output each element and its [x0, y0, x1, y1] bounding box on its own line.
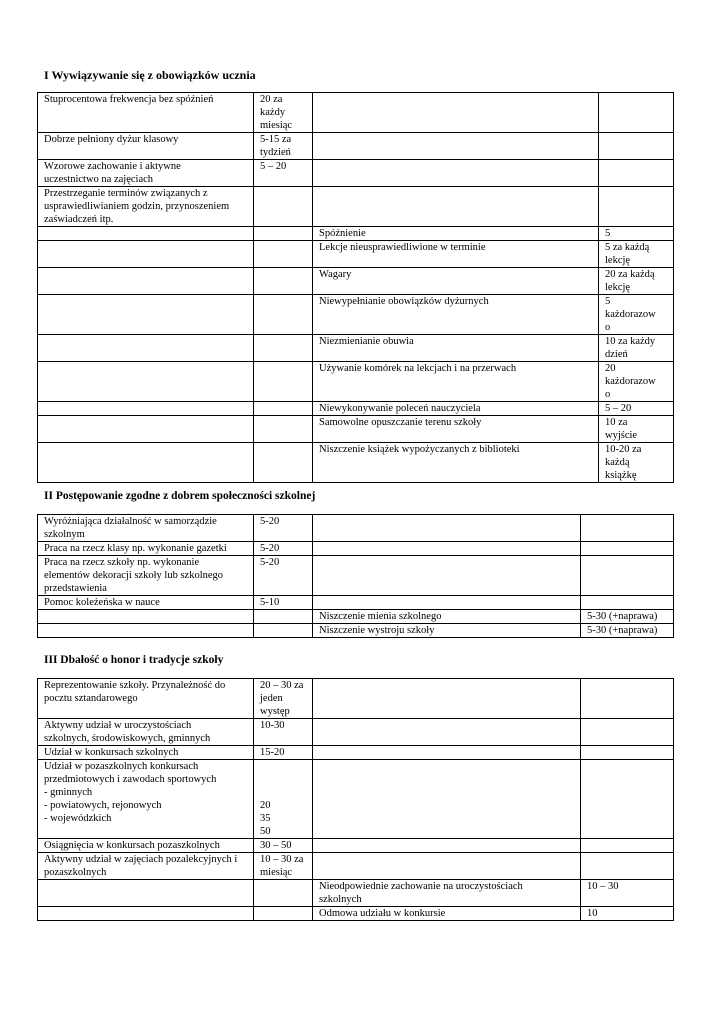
points-cell: 20 za każdy miesiąc	[254, 93, 313, 133]
behavior-cell: Udział w pozaszkolnych konkursach przedmiotowych i zawodach sportowych - gminnych - powiatowych, rejonowych - wojewódzkich	[38, 760, 254, 839]
points-cell	[254, 624, 313, 638]
points-cell: 5-20	[254, 556, 313, 596]
penalty-cell: 5 za każdą lekcję	[599, 241, 674, 268]
behavior-cell: Udział w konkursach szkolnych	[38, 746, 254, 760]
behavior-cell	[38, 241, 254, 268]
penalty-cell: 10 za każdy dzień	[599, 335, 674, 362]
violation-cell: Lekcje nieusprawiedliwione w terminie	[313, 241, 599, 268]
points-cell: 20 35 50	[254, 760, 313, 839]
table-row	[38, 335, 674, 362]
section-1-title: I Wywiązywanie się z obowiązków ucznia	[44, 68, 256, 82]
behavior-cell	[38, 362, 254, 402]
table-row	[38, 187, 674, 227]
penalty-cell	[599, 160, 674, 187]
penalty-cell: 5-30 (+naprawa)	[581, 610, 674, 624]
behavior-cell: Wyróżniająca działalność w samorządzie szkolnym	[38, 515, 254, 542]
points-cell	[254, 610, 313, 624]
points-cell: 15-20	[254, 746, 313, 760]
table-row	[38, 760, 674, 839]
violation-cell: Niszczenie mienia szkolnego	[313, 610, 581, 624]
violation-cell	[313, 596, 581, 610]
table-row	[38, 295, 674, 335]
penalty-cell	[581, 719, 674, 746]
penalty-cell: 5-30 (+naprawa)	[581, 624, 674, 638]
points-cell	[254, 907, 313, 921]
points-cell: 10-30	[254, 719, 313, 746]
violation-cell	[313, 93, 599, 133]
penalty-cell	[581, 746, 674, 760]
section-1-table	[37, 92, 674, 483]
behavior-cell: Wzorowe zachowanie i aktywne uczestnictwo na zajęciach	[38, 160, 254, 187]
violation-cell	[313, 556, 581, 596]
behavior-cell: Aktywny udział w zajęciach pozalekcyjnych i pozaszkolnych	[38, 853, 254, 880]
table-row	[38, 853, 674, 880]
section-2-table	[37, 514, 674, 638]
violation-cell	[313, 746, 581, 760]
behavior-cell: Praca na rzecz szkoły np. wykonanie elementów dekoracji szkoły lub szkolnego przedstawienia	[38, 556, 254, 596]
penalty-cell: 10 – 30	[581, 880, 674, 907]
violation-cell	[313, 515, 581, 542]
table-row	[38, 719, 674, 746]
violation-cell: Używanie komórek na lekcjach i na przerwach	[313, 362, 599, 402]
section-2-title: II Postępowanie zgodne z dobrem społeczności szkolnej	[44, 490, 316, 502]
points-cell	[254, 880, 313, 907]
table-row	[38, 268, 674, 295]
behavior-cell	[38, 402, 254, 416]
penalty-cell: 20 każdorazow o	[599, 362, 674, 402]
behavior-cell	[38, 907, 254, 921]
violation-cell: Wagary	[313, 268, 599, 295]
behavior-cell	[38, 295, 254, 335]
behavior-cell: Reprezentowanie szkoły. Przynależność do pocztu sztandarowego	[38, 679, 254, 719]
table-row	[38, 241, 674, 268]
table-row	[38, 416, 674, 443]
table-row	[38, 93, 674, 133]
points-cell: 30 – 50	[254, 839, 313, 853]
behavior-cell	[38, 610, 254, 624]
violation-cell	[313, 853, 581, 880]
behavior-cell	[38, 624, 254, 638]
points-cell: 5-15 za tydzień	[254, 133, 313, 160]
points-cell	[254, 187, 313, 227]
table-row	[38, 402, 674, 416]
behavior-cell: Aktywny udział w uroczystościach szkolnych, środowiskowych, gminnych	[38, 719, 254, 746]
table-row	[38, 133, 674, 160]
penalty-cell	[599, 133, 674, 160]
table-row	[38, 610, 674, 624]
points-cell: 10 – 30 za miesiąc	[254, 853, 313, 880]
behavior-cell	[38, 335, 254, 362]
points-cell: 5-20	[254, 515, 313, 542]
violation-cell: Spóźnienie	[313, 227, 599, 241]
penalty-cell	[581, 596, 674, 610]
table-row	[38, 443, 674, 483]
table-row	[38, 596, 674, 610]
behavior-cell	[38, 443, 254, 483]
penalty-cell	[599, 187, 674, 227]
behavior-cell: Dobrze pełniony dyżur klasowy	[38, 133, 254, 160]
penalty-cell: 20 za każdą lekcję	[599, 268, 674, 295]
violation-cell	[313, 719, 581, 746]
penalty-cell: 10	[581, 907, 674, 921]
points-cell	[254, 241, 313, 268]
behavior-cell: Przestrzeganie terminów związanych z usprawiedliwianiem godzin, przynoszeniem zaświadczeń itp.	[38, 187, 254, 227]
section-3-table	[37, 678, 674, 921]
penalty-cell	[581, 556, 674, 596]
penalty-cell	[581, 760, 674, 839]
points-cell: 5-10	[254, 596, 313, 610]
violation-cell: Niezmienianie obuwia	[313, 335, 599, 362]
behavior-cell	[38, 416, 254, 443]
behavior-cell: Osiągnięcia w konkursach pozaszkolnych	[38, 839, 254, 853]
penalty-cell	[599, 93, 674, 133]
penalty-cell	[581, 853, 674, 880]
table-row	[38, 624, 674, 638]
behavior-cell	[38, 268, 254, 295]
table-row	[38, 160, 674, 187]
points-cell	[254, 416, 313, 443]
points-cell	[254, 268, 313, 295]
points-cell	[254, 227, 313, 241]
points-cell	[254, 443, 313, 483]
penalty-cell	[581, 839, 674, 853]
points-cell	[254, 362, 313, 402]
table-row	[38, 227, 674, 241]
table-row	[38, 880, 674, 907]
penalty-cell: 10-20 za każdą książkę	[599, 443, 674, 483]
violation-cell: Nieodpowiednie zachowanie na uroczystościach szkolnych	[313, 880, 581, 907]
behavior-cell	[38, 880, 254, 907]
penalty-cell	[581, 542, 674, 556]
table-row	[38, 839, 674, 853]
behavior-cell	[38, 227, 254, 241]
table-row	[38, 907, 674, 921]
violation-cell: Samowolne opuszczanie terenu szkoły	[313, 416, 599, 443]
points-cell	[254, 402, 313, 416]
behavior-cell: Stuprocentowa frekwencja bez spóźnień	[38, 93, 254, 133]
behavior-cell: Pomoc koleżeńska w nauce	[38, 596, 254, 610]
table-row	[38, 362, 674, 402]
table-row	[38, 679, 674, 719]
penalty-cell: 10 za wyjście	[599, 416, 674, 443]
penalty-cell: 5 – 20	[599, 402, 674, 416]
table-row	[38, 556, 674, 596]
violation-cell: Niewykonywanie poleceń nauczyciela	[313, 402, 599, 416]
violation-cell	[313, 133, 599, 160]
points-cell: 20 – 30 za jeden występ	[254, 679, 313, 719]
violation-cell: Niewypełnianie obowiązków dyżurnych	[313, 295, 599, 335]
violation-cell	[313, 679, 581, 719]
behavior-cell: Praca na rzecz klasy np. wykonanie gazetki	[38, 542, 254, 556]
points-cell: 5-20	[254, 542, 313, 556]
violation-cell	[313, 187, 599, 227]
violation-cell: Odmowa udziału w konkursie	[313, 907, 581, 921]
violation-cell: Niszczenie wystroju szkoły	[313, 624, 581, 638]
penalty-cell: 5 każdorazow o	[599, 295, 674, 335]
table-row	[38, 542, 674, 556]
points-cell	[254, 295, 313, 335]
penalty-cell: 5	[599, 227, 674, 241]
violation-cell	[313, 542, 581, 556]
points-cell	[254, 335, 313, 362]
section-3-title: III Dbałość o honor i tradycje szkoły	[44, 654, 224, 666]
table-row	[38, 515, 674, 542]
violation-cell: Niszczenie książek wypożyczanych z biblioteki	[313, 443, 599, 483]
violation-cell	[313, 839, 581, 853]
violation-cell	[313, 760, 581, 839]
penalty-cell	[581, 515, 674, 542]
table-row	[38, 746, 674, 760]
violation-cell	[313, 160, 599, 187]
points-cell: 5 – 20	[254, 160, 313, 187]
penalty-cell	[581, 679, 674, 719]
